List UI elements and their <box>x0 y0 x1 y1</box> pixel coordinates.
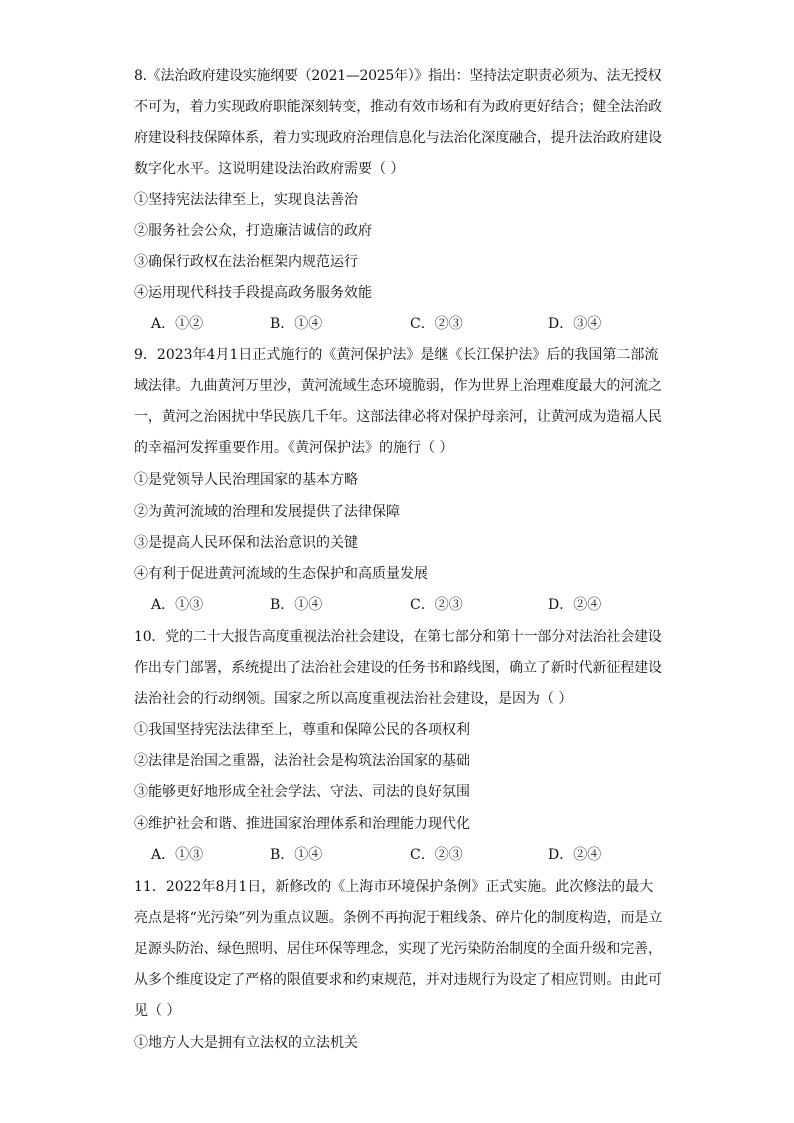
question-11-stem-line: 亮点是将“光污染”列为重点议题。条例不再拘泥于粗线条、碎片化的制度构造，而是立 <box>134 910 663 926</box>
question-9-statement-1: ①是党领导人民治理国家的基本方略 <box>134 472 358 488</box>
question-9-stem-line: 域法律。九曲黄河万里沙，黄河流域生态环境脆弱，作为世界上治理难度最大的河流之 <box>134 378 662 394</box>
question-11-stem-line: 足源头防治、绿色照明、居住环保等理念，实现了光污染防治制度的全面升级和完善， <box>134 941 662 957</box>
question-10-stem-line: 10．党的二十大报告高度重视法治社会建设，在第七部分和第十一部分对法治社会建设 <box>134 629 662 645</box>
question-11-stem-line: 从多个维度设定了严格的限值要求和约束规范，并对违规行为设定了相应罚则。由此可 <box>134 972 662 988</box>
question-10-option-a: A．①③ <box>151 847 204 863</box>
question-9-stem-line: 一，黄河之治困扰中华民族几千年。这部法律必将对保护母亲河，让黄河成为造福人民 <box>134 409 662 425</box>
question-10-statement-2: ②法律是治国之重器，法治社会是构筑法治国家的基础 <box>134 753 470 769</box>
question-10-option-d: D．②④ <box>548 847 602 863</box>
question-8-statement-1: ①坚持宪法法律至上，实现良法善治 <box>134 192 358 208</box>
question-8-statement-2: ②服务社会公众，打造廉洁诚信的政府 <box>134 223 372 239</box>
question-8-statement-3: ③确保行政权在法治框架内规范运行 <box>134 254 358 270</box>
question-9-option-a: A．①③ <box>151 597 204 613</box>
question-11-statement-1: ①地方人大是拥有立法权的立法机关 <box>134 1035 358 1051</box>
question-8-stem-line: 府建设科技保障体系，着力实现政府治理信息化与法治化深度融合，提升法治政府建设 <box>134 130 662 146</box>
question-10-stem-line: 法治社会的行动纲领。国家之所以高度重视法治社会建设，是因为（ ） <box>134 691 573 707</box>
question-10-statement-3: ③能够更好地形成全社会学法、守法、司法的良好氛围 <box>134 784 470 800</box>
question-9-statement-2: ②为黄河流域的治理和发展提供了法律保障 <box>134 504 400 520</box>
question-10-option-b: B．①④ <box>270 847 323 863</box>
question-9-option-b: B．①④ <box>270 597 323 613</box>
question-9-option-d: D．②④ <box>548 597 602 613</box>
question-8-stem-line: 8.《法治政府建设实施纲要（2021—2025年）》指出：坚持法定职责必须为、法无授权 <box>134 68 662 84</box>
question-9-stem-line: 的幸福河发挥重要作用。《黄河保护法》的施行（ ） <box>134 440 454 456</box>
question-8-option-a: A．①② <box>151 316 204 332</box>
question-8-option-c: C．②③ <box>410 316 463 332</box>
question-8-option-d: D．③④ <box>548 316 602 332</box>
question-8-stem-line: 数字化水平。这说明建设法治政府需要（ ） <box>134 161 405 177</box>
question-8-statement-4: ④运用现代科技手段提高政务服务效能 <box>134 285 372 301</box>
question-9-statement-3: ③是提高人民环保和法治意识的关键 <box>134 535 358 551</box>
question-9-option-c: C．②③ <box>410 597 463 613</box>
question-11-stem-line: 见（ ） <box>134 1003 181 1019</box>
question-10-statement-4: ④维护社会和谐、推进国家治理体系和治理能力现代化 <box>134 816 470 832</box>
question-9-stem-line: 9．2023年4月1日正式施行的《黄河保护法》是继《长江保护法》后的我国第二部流 <box>134 347 659 363</box>
question-9-statement-4: ④有利于促进黄河流域的生态保护和高质量发展 <box>134 566 428 582</box>
question-11-stem-line: 11．2022年8月1日，新修改的《上海市环境保护条例》正式实施。此次修法的最大 <box>134 879 654 895</box>
question-10-option-c: C．②③ <box>410 847 463 863</box>
question-10-stem-line: 作出专门部署，系统提出了法治社会建设的任务书和路线图，确立了新时代新征程建设 <box>134 660 662 676</box>
question-8-option-b: B．①④ <box>270 316 323 332</box>
question-8-stem-line: 不可为，着力实现政府职能深刻转变，推动有效市场和有为政府更好结合；健全法治政 <box>134 99 662 115</box>
question-10-statement-1: ①我国坚持宪法法律至上，尊重和保障公民的各项权利 <box>134 722 470 738</box>
